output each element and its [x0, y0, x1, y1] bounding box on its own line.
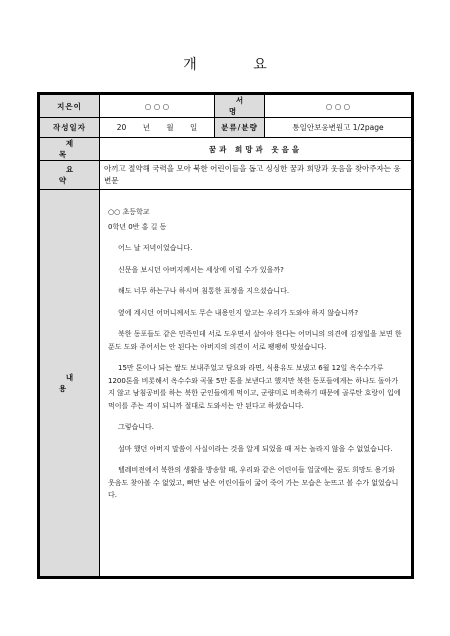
row-content	[40, 190, 412, 577]
date-label: 작성일자	[40, 118, 100, 138]
content-body	[100, 190, 412, 577]
name-value: ○ ○ ○	[265, 95, 412, 118]
row-date	[40, 118, 412, 138]
document-title: 개 요	[183, 57, 293, 73]
subject-label: 제 목	[40, 138, 100, 161]
paragraph: 해도 너무 하는구나 하시며 침통한 표정을 지으셨습니다.	[118, 287, 290, 295]
subject-value: 꿈과 희망과 웃음을	[100, 138, 412, 161]
date-value: 20 년 월 일	[100, 118, 215, 138]
paragraph: 그렇습니다.	[118, 423, 155, 431]
summary-label: 요 약	[40, 161, 100, 190]
paragraph: 설마 했던 아버지 말씀이 사실이라는 것을 알게 되었을 때 저는 놀라지 않을 수 없었습니다.	[118, 444, 393, 453]
paragraph: 어느 날 저녁이었습니다.	[118, 244, 193, 252]
overview-form	[37, 92, 414, 579]
paragraph: 신문을 보시던 아버지께서는 세상에 이럴 수가 있을까?	[118, 265, 284, 274]
row-author	[40, 95, 412, 118]
content-label: 내 용	[40, 190, 100, 577]
form-table	[39, 94, 412, 577]
category-label: 분류/분량	[215, 118, 265, 138]
paragraph: 15만 톤이나 되는 쌀도 보내주었고 담요와 라면, 식용유도 보냈고 6월 12일 옥수수가루 1200톤을 비롯해서 옥수수와 곡물 5만 톤을 보낸다고 했지만 북한 동포들에게는 하나도 돌아가지 않고 남침공비를 하는 북한 군인들에게 먹이고, 군량미로 비축하기 때문에 골루탄 호랑이 입에 먹이를 주는 격이 되니까 절대로 도와서는 안 된다고 하셨습니다.	[108, 364, 401, 410]
student-name: 0학년 0반 홍 길 동	[108, 222, 167, 231]
paragraph: 북한 동포들도 같은 민족인데 서로 도우면서 살아야 한다는 어머니의 의견에 김정일을 보면 한푼도 도와 주어서는 안 된다는 아버지의 의견이 서로 팽팽히 맞섰습니다.	[108, 330, 402, 351]
name-label: 서 명	[215, 95, 265, 118]
paragraph: 텔레비전에서 북한의 생활을 방송할 때, 우리와 같은 어린이들 얼굴에는 꿈도 희망도 용기와 웃음도 찾아볼 수 없었고, 뼈만 남은 어린이들이 굶어 죽어 가는 모습은 눈뜨고 볼 수가 없었습니다.	[108, 466, 399, 499]
category-value: 통일안보웅변원고 1/2page	[265, 118, 412, 138]
row-subject	[40, 138, 412, 161]
school-name: ○○ 초등학교	[108, 208, 150, 216]
summary-value: 아끼고 절약해 국력을 모아 북한 어린이들을 돕고 싱싱한 꿈과 희망과 웃음을 찾아주자는 웅변문	[100, 161, 412, 190]
row-summary	[40, 161, 412, 190]
author-label: 지은이	[40, 95, 100, 118]
author-value: ○ ○ ○	[100, 95, 215, 118]
paragraph: 옆에 계시던 어머니께서도 무슨 내용인지 알고는 우리가 도와야 하지 않습니까?	[118, 308, 359, 317]
